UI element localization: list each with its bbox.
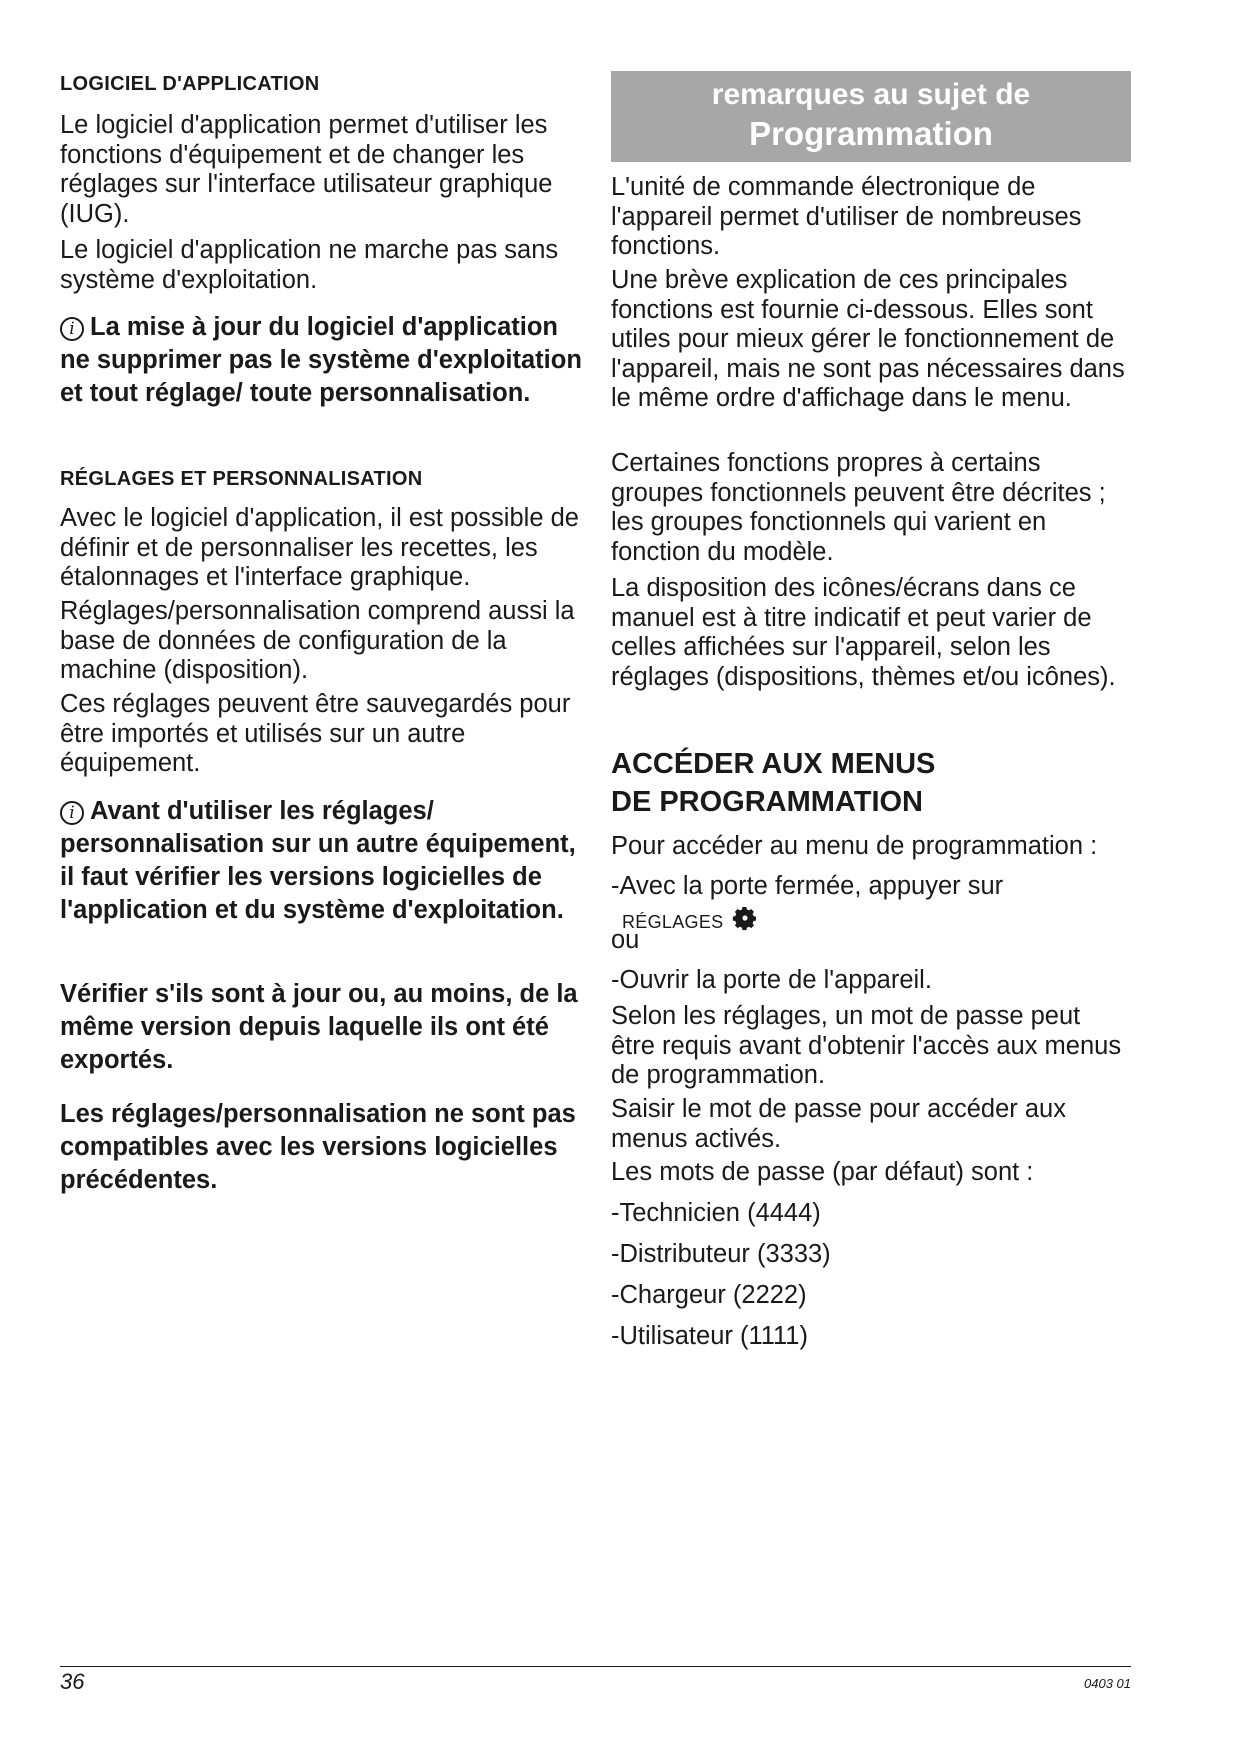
paragraph: Ces réglages peuvent être sauvegardés pour être importés et utilisés sur un autre équipement. [60,690,571,777]
section-title [611,745,935,821]
password-item-text: Distributeur (3333) [619,1240,831,1268]
footer-divider [60,1666,1131,1667]
list-item-text: Avec la porte fermée, appuyer sur [619,872,1004,900]
password-item: -Distributeur (3333) [611,1240,831,1268]
banner-title: Programmation [749,115,993,152]
page-number: 36 [60,1669,85,1694]
paragraph: Avec le logiciel d'application, il est possible de définir et de personnaliser les recettes, les étalonnages et l'interface graphique. [60,504,579,591]
bold-paragraph: Vérifier s'ils sont à jour ou, au moins, de la même version depuis laquelle ils ont été exportés. [60,980,578,1074]
heading-settings-personalisation: RÉGLAGES ET PERSONNALISATION [60,468,423,490]
section-title-line-2: DE PROGRAMMATION [611,786,924,818]
paragraph: La disposition des icônes/écrans dans ce manuel est à titre indicatif et peut varier de celles affichées sur l'appareil, selon les réglages (dispositions, thèmes et/ou icônes). [611,574,1116,691]
paragraph: Le logiciel d'application ne marche pas sans système d'exploitation. [60,236,559,294]
info-note [60,311,585,410]
password-item: -Technicien (4444) [611,1199,821,1227]
info-note [60,795,585,927]
info-note-text: Avant d'utiliser les réglages/ personnalisation sur un autre équipement, il faut vérifier les versions logicielles de l'application et du système d'exploitation. [60,797,576,924]
bold-paragraph: Les réglages/personnalisation ne sont pas compatibles avec les versions logicielles précédentes. [60,1100,576,1194]
document-code: 0403 01 [1084,1676,1131,1691]
or-text: ou [611,926,640,954]
password-item: -Chargeur (2222) [611,1281,807,1309]
list-item-text: Ouvrir la porte de l'appareil. [619,966,932,994]
info-icon: i [60,801,84,825]
list-item: -Ouvrir la porte de l'appareil. [611,966,932,994]
password-item-text: Utilisateur (1111) [619,1322,808,1350]
section-banner [611,71,1131,162]
settings-key-reference [622,904,759,938]
gear-icon [731,904,759,932]
paragraph: Le logiciel d'application permet d'utiliser les fonctions d'équipement et de changer les réglages sur l'interface utilisateur graphique (IUG). [60,111,553,228]
paragraph: Selon les réglages, un mot de passe peut être requis avant d'obtenir l'accès aux menus de programmation. [611,1002,1122,1089]
password-item-text: Technicien (4444) [619,1199,821,1227]
paragraph: L'unité de commande électronique de l'appareil permet d'utiliser de nombreuses fonctions. [611,173,1082,260]
info-note-text: La mise à jour du logiciel d'application ne supprimer pas le système d'exploitation et tout réglage/ toute personnalisation. [60,313,582,407]
paragraph: Pour accéder au menu de programmation : [611,832,1098,860]
paragraph: Saisir le mot de passe pour accéder aux menus activés. [611,1095,1066,1153]
paragraph: Réglages/personnalisation comprend aussi la base de données de configuration de la machine (disposition). [60,597,575,684]
settings-key-label: RÉGLAGES [622,912,724,932]
paragraph: Les mots de passe (par défaut) sont : [611,1158,1034,1186]
paragraph: Certaines fonctions propres à certains groupes fonctionnels peuvent être décrites ; les groupes fonctionnels qui varient en fonction du modèle. [611,449,1106,566]
password-item-text: Chargeur (2222) [619,1281,807,1309]
banner-line-1: remarques au sujet de [711,78,1031,111]
list-item: -Avec la porte fermée, appuyer sur [611,872,1004,900]
info-icon: i [60,317,84,341]
section-title-line-1: ACCÉDER AUX MENUS [611,748,936,780]
heading-application-software: LOGICIEL D'APPLICATION [60,73,320,95]
paragraph: Une brève explication de ces principales fonctions est fournie ci-dessous. Elles sont utiles pour mieux gérer le fonctionnement de l'appareil, mais ne sont pas nécessaires dans le même ordre d'affichage dans le menu. [611,266,1125,412]
password-item: -Utilisateur (1111) [611,1322,808,1350]
